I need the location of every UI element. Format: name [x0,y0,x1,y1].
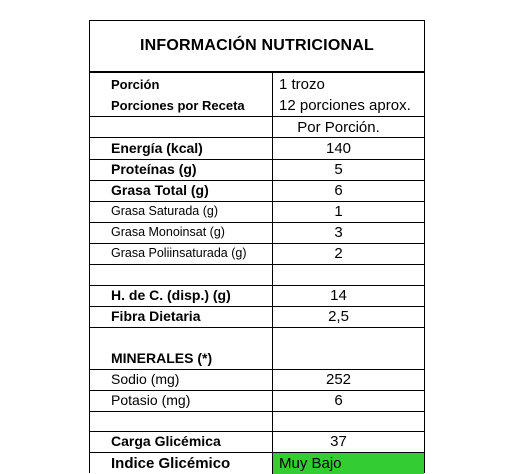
glycemic-load-label: Carga Glicémica [111,433,221,449]
nutrient-value: 140 [325,140,352,157]
mineral-row [90,369,424,390]
per-serving-header: Por Porción. [297,119,380,136]
serving-size-row [90,74,424,95]
nutrient-row [90,243,424,264]
glycemic-index-row [90,453,424,474]
nutrient-row [90,138,424,159]
glycemic-index-label: Indice Glicémico [111,455,231,472]
nutrient-row [90,159,424,180]
mineral-label: Sodio (mg) [111,371,180,387]
nutrient-value: 1 [334,203,343,220]
nutrition-facts-panel [89,20,425,473]
mineral-label: Potasio (mg) [111,392,191,408]
nutrient-row [90,222,424,243]
nutrient-value: 2 [334,245,343,262]
servings-per-recipe-value: 12 porciones aprox. [279,97,411,114]
nutrient-row [90,180,424,201]
glycemic-index-value: Muy Bajo [273,453,424,474]
nutrient-value: 3 [334,224,343,241]
serving-size-label: Porción [111,77,160,92]
nutrient-value: 2,5 [328,308,349,325]
glycemic-load-row [90,431,424,452]
nutrient-label: Energía (kcal) [111,140,203,156]
mineral-row [90,390,424,411]
servings-per-recipe-label: Porciones por Receta [111,98,245,113]
nutrient-value: 14 [330,287,347,304]
row-divider [90,264,424,265]
servings-per-recipe-row [90,95,424,116]
serving-size-value: 1 trozo [279,76,325,93]
mineral-value: 252 [325,371,352,388]
nutrient-row [90,285,424,306]
nutrient-label: Grasa Total (g) [111,182,209,198]
nutrient-value: 5 [334,161,343,178]
nutrient-row [90,306,424,327]
nutrient-label: Proteínas (g) [111,161,197,177]
row-divider [90,411,424,412]
column-header-row [90,117,424,138]
title-divider [90,71,424,73]
nutrient-label: Grasa Monoinsat (g) [111,225,225,239]
mineral-value: 6 [334,392,343,409]
minerals-heading-row [90,348,424,369]
table-title: INFORMACIÓN NUTRICIONAL [140,37,374,54]
nutrient-label: Grasa Saturada (g) [111,204,218,218]
nutrient-label: Fibra Dietaria [111,308,201,324]
minerals-heading: MINERALES (*) [111,350,213,366]
nutrient-row [90,201,424,222]
nutrient-label: Grasa Poliinsaturada (g) [111,246,247,260]
nutrient-value: 6 [334,182,343,199]
glycemic-load-value: 37 [330,433,347,450]
nutrient-label: H. de C. (disp.) (g) [111,287,231,303]
row-divider [90,327,424,328]
